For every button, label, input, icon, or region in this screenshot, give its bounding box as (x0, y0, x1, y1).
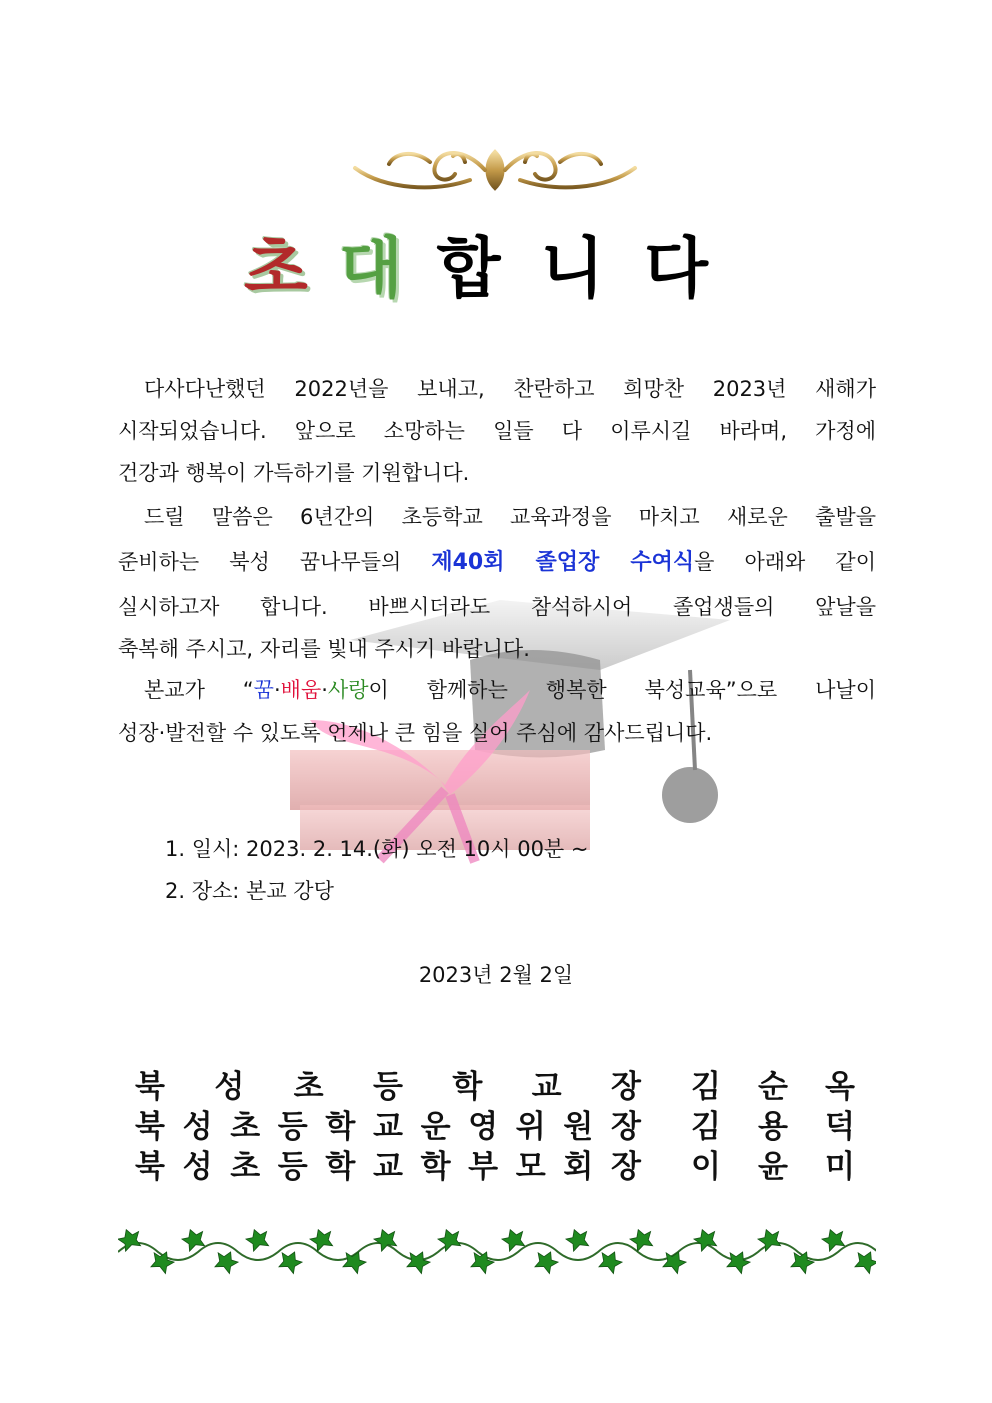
ivy-leaf-icon (660, 1247, 688, 1274)
ivy-leaf-icon (404, 1247, 432, 1274)
signature-char: 북 (135, 1149, 165, 1185)
signature-char: 용 (758, 1109, 788, 1145)
signature-char: 초 (230, 1149, 261, 1185)
signature-char: 옥 (825, 1069, 855, 1105)
text-line-motto (118, 675, 876, 705)
signature-org (135, 1061, 641, 1106)
ivy-leaf-icon (468, 1247, 496, 1274)
signature-org (135, 1141, 641, 1186)
ivy-leaf-icon (692, 1226, 720, 1252)
ivy-leaf-icon (788, 1247, 816, 1274)
signature-char: 장 (610, 1109, 641, 1145)
signature-char: 등 (277, 1149, 308, 1185)
ivy-leaf-icon (564, 1226, 592, 1252)
detail-location: 2. 장소: 본교 강당 (165, 879, 334, 903)
title-rest: 합니다 (436, 230, 748, 307)
signature-char: 학 (452, 1069, 483, 1105)
signature-char: 교 (531, 1069, 562, 1105)
signature-org (135, 1101, 641, 1146)
gold-ornament-icon (345, 140, 645, 200)
signature-name (691, 1141, 855, 1186)
text-segment: 을 아래와 같이 (694, 550, 876, 574)
signature-char: 북 (135, 1069, 165, 1105)
signature-char: 미 (825, 1149, 855, 1185)
signature-char: 성 (214, 1069, 245, 1105)
ivy-leaf-icon (436, 1226, 464, 1252)
text-line: 건강과 행복이 가득하기를 기원합니다. (118, 461, 470, 485)
text-segment: · (273, 678, 281, 702)
motto-love: 사랑 (327, 678, 369, 702)
signature-char: 학 (325, 1149, 356, 1185)
signature-char: 성 (182, 1149, 213, 1185)
signature-committee-chair (135, 1101, 855, 1145)
issue-date: 2023년 2월 2일 (418, 963, 574, 987)
signature-char: 초 (293, 1069, 324, 1105)
text-segment: 이 함께하는 행복한 북성교육”으로 나날이 (368, 678, 876, 702)
signature-name (691, 1061, 855, 1106)
ivy-leaf-icon (756, 1226, 784, 1252)
text-line: 다사다난했던 2022년을 보내고, 찬란하고 희망찬 2023년 새해가 (144, 377, 876, 401)
text-segment: · (321, 678, 328, 702)
signature-name (691, 1101, 855, 1146)
detail-datetime: 1. 일시: 2023. 2. 14.(화) 오전 10시 00분 ~ (165, 837, 589, 861)
ivy-leaf-icon (852, 1247, 876, 1274)
signature-char: 교 (372, 1109, 403, 1145)
signature-char: 윤 (758, 1149, 788, 1185)
signature-char: 모 (515, 1149, 546, 1185)
page-title (0, 215, 992, 310)
signature-char: 운 (420, 1109, 451, 1145)
text-segment: 준비하는 북성 꿈나무들의 (118, 550, 432, 574)
signature-char: 학 (325, 1109, 356, 1145)
motto-learning: 배움 (280, 678, 322, 702)
text-segment: 본교가 “ (144, 678, 254, 702)
ivy-leaf-icon (372, 1226, 400, 1252)
text-line: 축복해 주시고, 자리를 빛내 주시기 바랍니다. (118, 637, 530, 661)
signature-char: 순 (758, 1069, 788, 1105)
signature-char: 초 (230, 1109, 261, 1145)
signature-char: 김 (691, 1069, 721, 1105)
ivy-leaf-icon (276, 1247, 304, 1274)
motto-dream: 꿈 (253, 678, 274, 702)
text-line-ceremony (118, 547, 876, 577)
signature-char: 김 (691, 1109, 721, 1145)
signature-char: 회 (563, 1149, 594, 1185)
signature-char: 학 (420, 1149, 451, 1185)
signature-char: 성 (182, 1109, 213, 1145)
signature-char: 이 (691, 1149, 721, 1185)
ivy-leaf-icon (340, 1247, 368, 1274)
signature-char: 북 (135, 1109, 165, 1145)
title-char-cho: 초 (244, 230, 308, 307)
signature-char: 장 (610, 1069, 641, 1105)
signature-principal (135, 1061, 855, 1105)
ivy-leaf-icon (596, 1247, 624, 1274)
signature-char: 원 (563, 1109, 594, 1145)
ceremony-name: 제40회 졸업장 수여식 (431, 550, 695, 575)
signature-char: 부 (468, 1149, 499, 1185)
signature-parents-chair (135, 1141, 855, 1185)
title-char-dae: 대 (338, 230, 403, 307)
signature-char: 교 (372, 1149, 403, 1185)
signature-char: 위 (515, 1109, 546, 1145)
ivy-leaf-icon (724, 1247, 752, 1274)
signature-char: 덕 (825, 1109, 855, 1145)
text-line: 성장·발전할 수 있도록 언제나 큰 힘을 실어 주심에 감사드립니다. (118, 721, 713, 745)
signature-char: 영 (468, 1109, 499, 1145)
text-line: 드릴 말씀은 6년간의 초등학교 교육과정을 마치고 새로운 출발을 (144, 505, 876, 529)
text-line: 실시하고자 합니다. 바쁘시더라도 참석하시어 졸업생들의 앞날을 (118, 595, 876, 619)
ivy-leaf-icon (148, 1247, 176, 1274)
vine-stem (118, 1243, 876, 1260)
text-line: 시작되었습니다. 앞으로 소망하는 일들 다 이루시길 바라며, 가정에 (118, 419, 876, 443)
ivy-vine-icon (118, 1222, 876, 1278)
signature-char: 등 (277, 1109, 308, 1145)
ivy-leaf-icon (244, 1226, 272, 1252)
signature-char: 장 (610, 1149, 641, 1185)
signature-char: 등 (372, 1069, 403, 1105)
